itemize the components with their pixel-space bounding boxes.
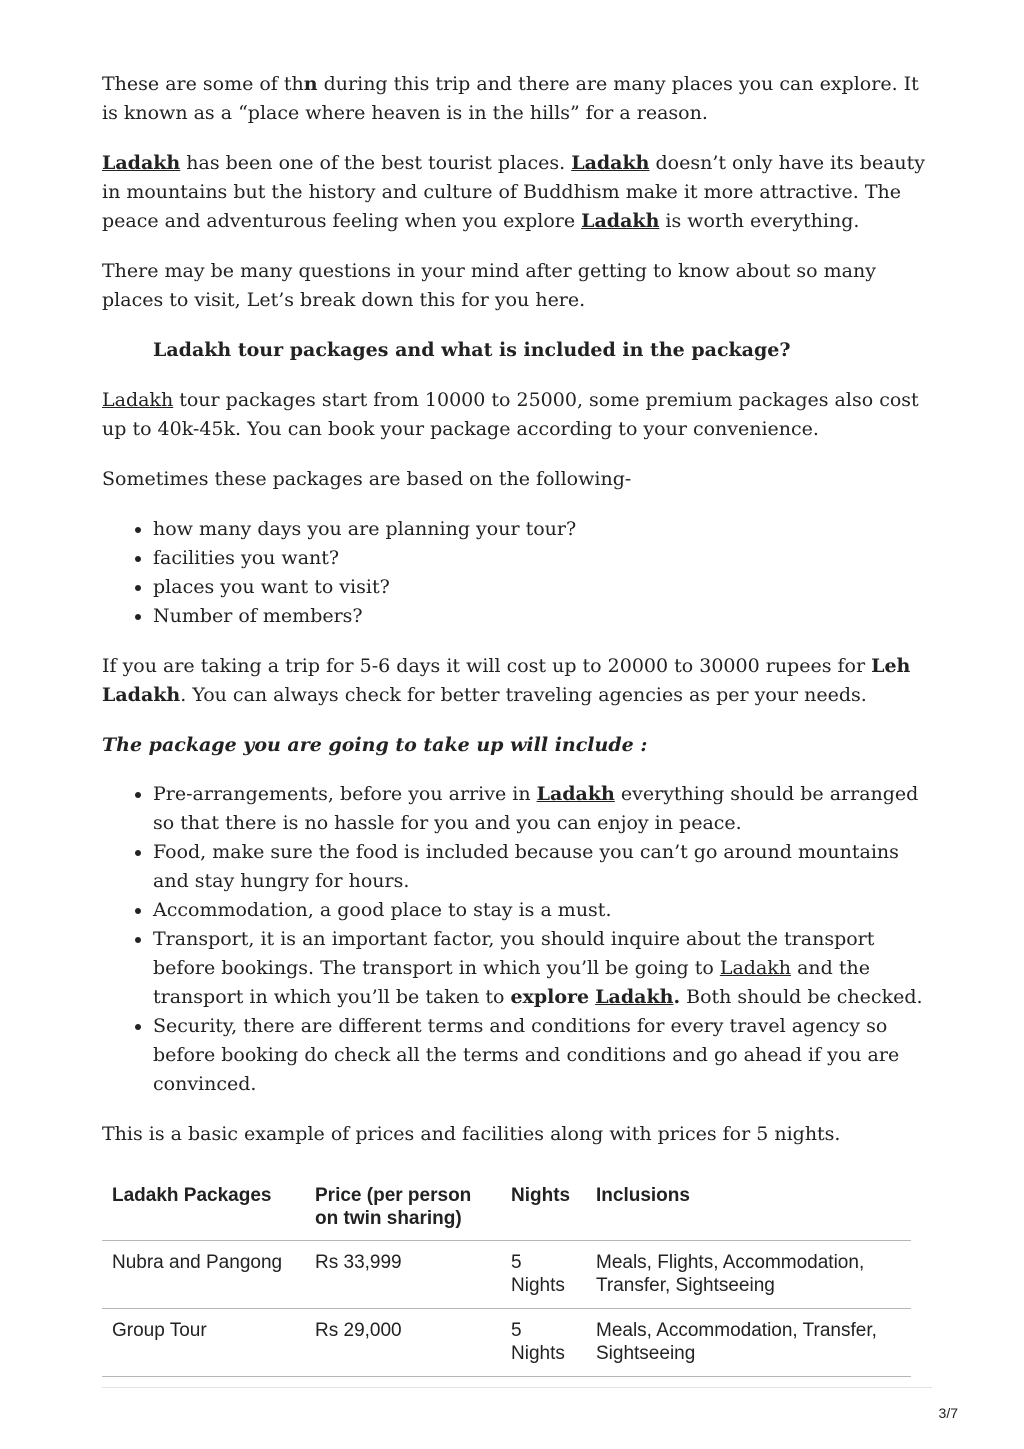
item-text: Both should be checked. [680,986,923,1008]
item-text: and the transport in which you’ll be taken to [153,957,870,1008]
intro-text-a: These are some of th [102,73,304,95]
ladakh-link[interactable]: Ladakh [102,389,174,411]
price-paragraph [102,386,932,444]
list-item: • Accommodation, a good place to stay is a must. [153,896,932,925]
ladakh-text-2: doesn’t only have its beauty in mountains but the history and culture of Buddhism make it more attractive. The peace and adventurous feeling when you explore [102,152,926,232]
ladakh-link[interactable]: Ladakh [536,783,615,805]
ladakh-link[interactable]: Ladakh [581,210,660,232]
intro-bold: n [303,73,318,95]
table-row [102,1241,911,1309]
header-price: Price (per person on twin sharing) [315,1185,472,1229]
packages-table [102,1174,911,1377]
trip-text-2: . You can always check for better traveling agencies as per your needs. [180,684,867,706]
cell-nights: 5 Nights [511,1320,565,1364]
price-text: tour packages start from 10000 to 25000, some premium packages also cost up to 40k-45k. You can book your package according to your convenience. [102,389,919,440]
include-list [102,780,932,1099]
include-heading: The package you are going to take up will include : [102,734,648,756]
ladakh-paragraph [102,149,932,236]
cell-price: Rs 33,999 [315,1252,402,1273]
list-item [153,780,932,838]
intro-text-b: during this trip and there are many places you can explore. It is known as a “place where heaven is in the hills” for a reason. [102,73,919,124]
ladakh-text-1: has been one of the best tourist places. [180,152,572,174]
trip-paragraph [102,652,932,710]
item-text: everything should be arranged so that there is no hassle for you and you can enjoy in peace. [153,783,919,834]
header-packages: Ladakh Packages [112,1185,272,1206]
questions-paragraph: There may be many questions in your mind after getting to know about so many places to visit, Let’s break down this for you here. [102,260,876,311]
cell-package: Group Tour [112,1320,207,1341]
list-item: • how many days you are planning your tour? [153,515,932,544]
list-item: • Security, there are different terms and conditions for every travel agency so before booking do check all the terms and conditions and go ahead if you are convinced. [153,1012,932,1099]
cell-package: Nubra and Pangong [112,1252,283,1273]
list-item: • Food, make sure the food is included because you can’t go around mountains and stay hungry for hours. [153,838,932,896]
based-paragraph: Sometimes these packages are based on the following- [102,468,632,490]
cell-inclusions: Meals, Flights, Accommodation, Transfer, Sightseeing [596,1252,865,1296]
cell-price: Rs 29,000 [315,1320,402,1341]
header-inclusions: Inclusions [596,1185,690,1206]
ladakh-link[interactable]: Ladakh [102,152,181,174]
item-bold: explore [510,986,590,1008]
ladakh-link[interactable]: Ladakh [595,986,674,1008]
example-paragraph: This is a basic example of prices and facilities along with prices for 5 nights. [102,1123,841,1145]
ladakh-text-3: is worth everything. [659,210,860,232]
cell-nights: 5 Nights [511,1252,565,1296]
packages-subheading: Ladakh tour packages and what is included in the package? [153,339,791,361]
article-body [102,70,932,1388]
cell-inclusions: Meals, Accommodation, Transfer, Sightseeing [596,1320,877,1364]
list-item: • places you want to visit? [153,573,932,602]
ladakh-link[interactable]: Ladakh [571,152,650,174]
divider [102,1387,932,1388]
ladakh-link[interactable]: Ladakh [719,957,792,979]
item-text: Transport, it is an important factor, you should inquire about the transport before bookings. The transport in which you’ll be going to [153,928,875,979]
item-bold: . [673,986,681,1008]
based-list [102,515,932,631]
list-item: • facilities you want? [153,544,932,573]
table-header-row [102,1174,911,1241]
list-item: • Number of members? [153,602,932,631]
intro-paragraph [102,70,932,128]
trip-text-1: If you are taking a trip for 5-6 days it will cost up to 20000 to 30000 rupees for [102,655,872,677]
item-text: Pre-arrangements, before you arrive in [153,783,537,805]
list-item [153,925,932,1012]
header-nights: Nights [511,1185,571,1206]
page-number: 3/7 [938,1405,958,1421]
table-row [102,1309,911,1377]
trip-bold: Leh Ladakh [102,655,911,706]
